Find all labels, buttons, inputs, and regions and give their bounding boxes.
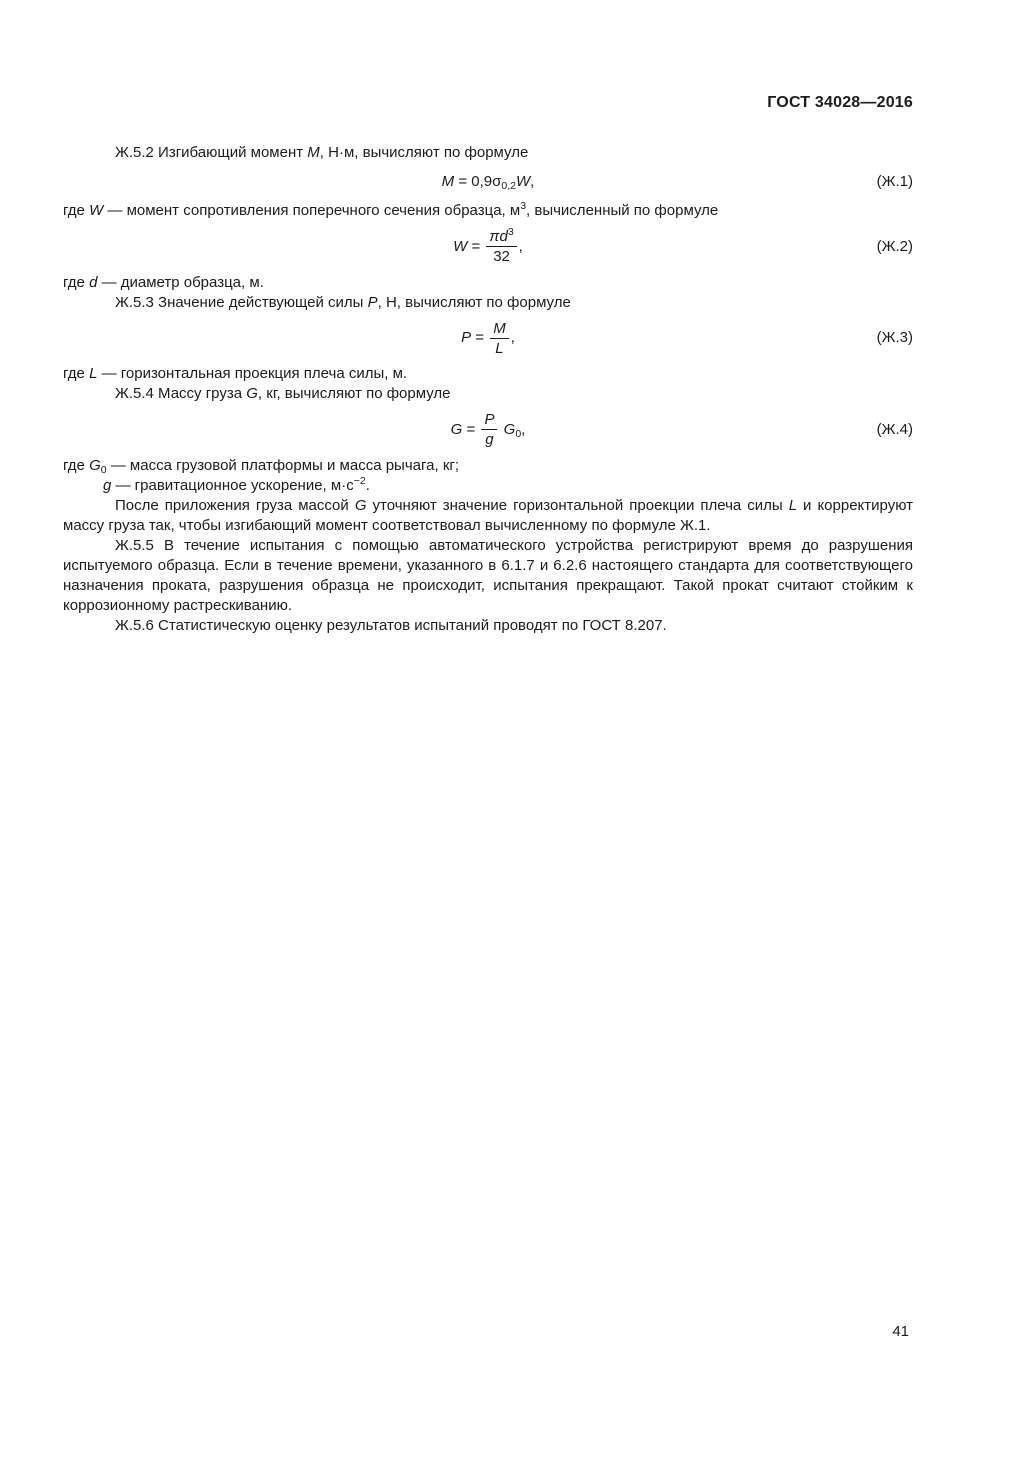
formula-zh2-label: (Ж.2) [876,237,913,255]
paragraph-gde-g0: где $G_0$ — масса грузовой платформы и масса рычага, кг; [63,456,460,476]
formula-zh4-math: G = $\frac{P}{g}$ $G_0$, [450,411,526,449]
document-content [63,93,913,636]
paragraph-zh52: Ж.5.2 Изгибающий момент М, Н·м, вычисляют по формуле [115,144,529,161]
formula-zh2 [63,228,913,266]
paragraph-g: g — гравитационное ускорение, $м\cdot с^{-2}$. [103,474,370,494]
paragraph-gde-w: где W — момент сопротивления поперечного сечения образца, $м^3$, вычисленный по формуле [63,200,719,219]
page-number: 41 [892,1323,909,1340]
formula-zh3 [63,320,913,358]
paragraph-posle: После приложения груза массой G уточняют значение горизонтальной проекции плеча силы L и корректируют массу груза так, чтобы изгибающий момент соответствовал вычисленному по формуле Ж.1. [63,496,913,534]
paragraph-gde-l: где L — горизонтальная проекция плеча силы, м. [63,365,408,382]
formula-zh3-label: (Ж.3) [876,329,913,347]
paragraph-zh53: Ж.5.3 Значение действующей силы Р, Н, вычисляют по формуле [115,293,571,311]
formula-zh1-label: (Ж.1) [876,173,913,190]
formula-zh4 [63,411,913,449]
formula-zh1-math: $М = 0,9\sigma_{0,2}W$, [441,173,535,193]
paragraph-gde-d: где d — диаметр образца, м. [63,273,264,291]
formula-zh1 [63,172,913,192]
document-number: ГОСТ 34028—2016 [767,94,913,111]
paragraph-zh56: Ж.5.6 Статистическую оценку результатов испытаний проводят по ГОСТ 8.207. [115,616,667,634]
formula-zh3-math: P = $\frac{М}{L}$ , [461,319,515,357]
paragraph-zh54: Ж.5.4 Массу груза G, кг, вычисляют по формуле [115,385,451,402]
formula-zh2-math: W = $\frac{\pi d^3}{32}$ , [453,226,523,266]
formula-zh4-label: (Ж.4) [876,420,913,438]
paragraph-zh55: Ж.5.5 В течение испытания с помощью автоматического устройства регистрируют время до разрушения испытуемого образца. Если в течение времени, указанного в 6.1.7 и 6.2.6 настоящего стандарта для соответствующего назначения проката, разрушения образца не происходит, испытания прекращают. Такой прокат считают стойким к коррозионному растрескиванию. [63,536,913,614]
